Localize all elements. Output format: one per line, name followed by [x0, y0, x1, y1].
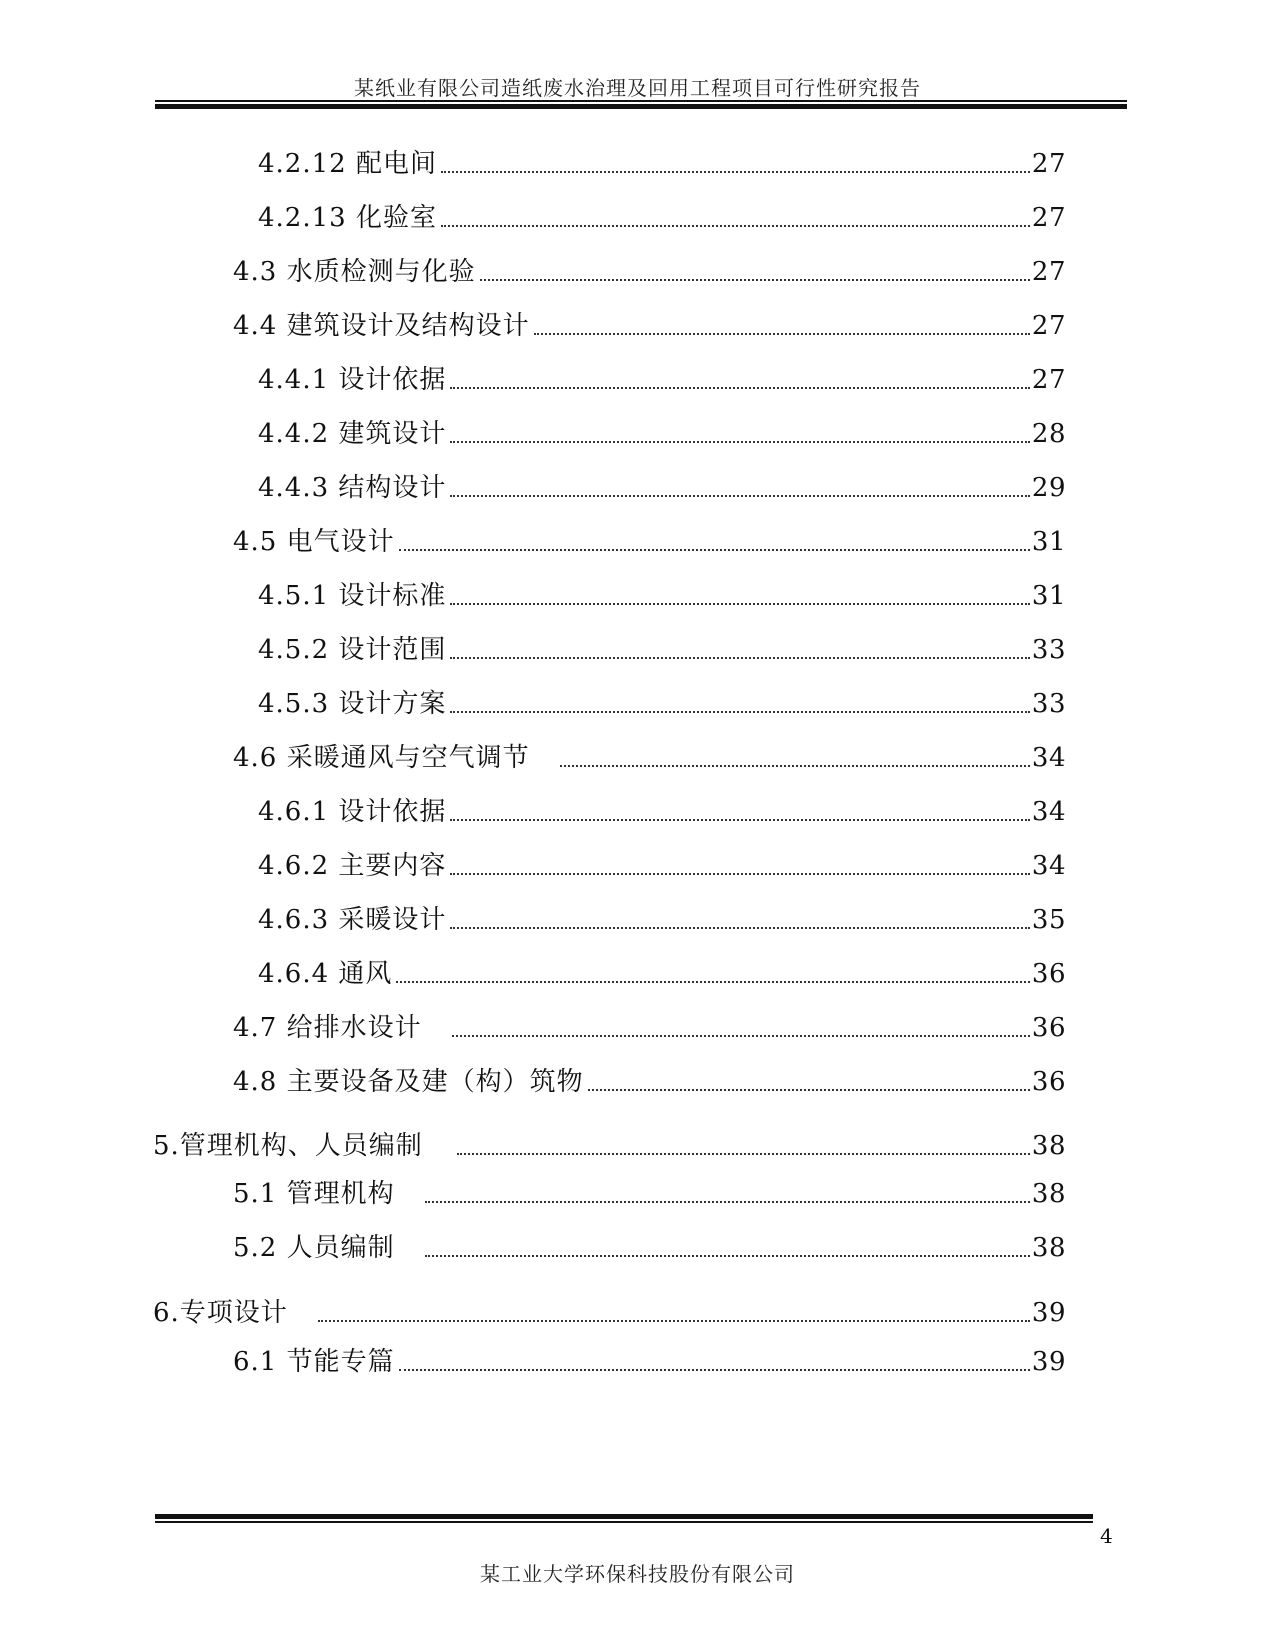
toc-entry[interactable]: [258, 688, 1066, 720]
toc-dot-leader: [452, 1025, 1030, 1037]
toc-entry-page: 39: [1031, 1298, 1066, 1328]
toc-entry-title: 5.1 管理机构: [233, 1179, 395, 1209]
toc-entry-page: 36: [1031, 1067, 1066, 1097]
toc-entry[interactable]: [233, 742, 1066, 774]
toc-entry-page: 27: [1031, 203, 1066, 233]
toc-dot-leader: [441, 215, 1030, 227]
toc-entry-title: 4.7 给排水设计: [233, 1013, 422, 1043]
toc-entry-title: 4.4.2 建筑设计: [258, 419, 447, 449]
toc-entry[interactable]: [258, 418, 1066, 450]
toc-dot-leader: [399, 1359, 1030, 1371]
toc-entry-page: 28: [1031, 419, 1066, 449]
footer-company: 某工业大学环保科技股份有限公司: [480, 1562, 795, 1586]
toc-entry-page: 31: [1031, 581, 1066, 611]
toc-entry[interactable]: [258, 364, 1066, 396]
toc-entry-page: 34: [1031, 743, 1066, 773]
toc-dot-leader: [560, 755, 1030, 767]
page-header-title: 某纸业有限公司造纸废水治理及回用工程项目可行性研究报告: [354, 76, 921, 100]
toc-dot-leader: [450, 593, 1029, 605]
toc-entry[interactable]: [258, 796, 1066, 828]
toc-entry-title: 4.2.12 配电间: [258, 149, 437, 179]
toc-entry[interactable]: [258, 634, 1066, 666]
toc-entry[interactable]: [258, 958, 1066, 990]
toc-entry-title: 4.6.3 采暖设计: [258, 905, 447, 935]
toc-entry[interactable]: [233, 1012, 1066, 1044]
toc-dot-leader: [450, 809, 1029, 821]
toc-entry-title: 5.2 人员编制: [233, 1233, 395, 1263]
toc-entry-page: 34: [1031, 797, 1066, 827]
toc-entry[interactable]: [258, 904, 1066, 936]
toc-dot-leader: [425, 1245, 1030, 1257]
toc-dot-leader: [450, 485, 1029, 497]
toc-entry[interactable]: [258, 580, 1066, 612]
toc-entry-page: 33: [1031, 635, 1066, 665]
toc-dot-leader: [441, 161, 1030, 173]
toc-entry-title: 4.3 水质检测与化验: [233, 257, 476, 287]
toc-entry[interactable]: [153, 1130, 1066, 1162]
toc-entry-title: 4.5.2 设计范围: [258, 635, 447, 665]
toc-entry-page: 29: [1031, 473, 1066, 503]
toc-entry-title: 4.5.3 设计方案: [258, 689, 447, 719]
toc-entry-title: 4.5.1 设计标准: [258, 581, 447, 611]
toc-entry-page: 38: [1031, 1233, 1066, 1263]
toc-entry-page: 38: [1031, 1179, 1066, 1209]
toc-dot-leader: [480, 269, 1030, 281]
toc-dot-leader: [318, 1310, 1030, 1322]
toc-entry-title: 4.4.3 结构设计: [258, 473, 447, 503]
toc-entry-title: 4.6 采暖通风与空气调节: [233, 743, 530, 773]
toc-entry[interactable]: [258, 202, 1066, 234]
toc-dot-leader: [450, 917, 1029, 929]
toc-entry-title: 4.6.4 通风: [258, 959, 393, 989]
toc-entry-title: 4.4.1 设计依据: [258, 365, 447, 395]
toc-dot-leader: [450, 647, 1029, 659]
toc-entry-page: 38: [1031, 1131, 1066, 1161]
toc-entry-title: 4.8 主要设备及建（构）筑物: [233, 1067, 584, 1097]
toc-entry-page: 27: [1031, 149, 1066, 179]
toc-entry-page: 34: [1031, 851, 1066, 881]
toc-entry-title: 6.专项设计: [153, 1298, 288, 1328]
toc-entry[interactable]: [233, 1232, 1066, 1264]
toc-entry[interactable]: [233, 1178, 1066, 1210]
footer-rule-thin: [155, 1521, 1093, 1523]
toc-entry-page: 39: [1031, 1347, 1066, 1377]
toc-dot-leader: [450, 431, 1029, 443]
toc-entry[interactable]: [233, 310, 1066, 342]
toc-entry-page: 36: [1031, 1013, 1066, 1043]
toc-dot-leader: [450, 377, 1029, 389]
toc-entry-page: 27: [1031, 257, 1066, 287]
toc-entry[interactable]: [233, 256, 1066, 288]
toc-entry-page: 27: [1031, 311, 1066, 341]
toc-entry[interactable]: [258, 850, 1066, 882]
toc-entry-title: 5.管理机构、人员编制: [153, 1131, 423, 1161]
toc-entry[interactable]: [233, 1066, 1066, 1098]
toc-dot-leader: [534, 323, 1030, 335]
toc-entry-title: 6.1 节能专篇: [233, 1347, 395, 1377]
toc-entry-title: 4.2.13 化验室: [258, 203, 437, 233]
toc-entry-page: 31: [1031, 527, 1066, 557]
toc-entry-page: 35: [1031, 905, 1066, 935]
toc-entry[interactable]: [258, 148, 1066, 180]
toc-entry-title: 4.5 电气设计: [233, 527, 395, 557]
toc-dot-leader: [425, 1191, 1030, 1203]
toc-dot-leader: [450, 863, 1029, 875]
toc-entry-page: 33: [1031, 689, 1066, 719]
toc-dot-leader: [399, 539, 1030, 551]
toc-entry[interactable]: [258, 472, 1066, 504]
toc-entry[interactable]: [153, 1297, 1066, 1329]
toc-entry-page: 36: [1031, 959, 1066, 989]
page-number: 4: [1100, 1524, 1113, 1548]
toc-entry[interactable]: [233, 526, 1066, 558]
toc-entry-title: 4.6.2 主要内容: [258, 851, 447, 881]
footer-rule-thick: [155, 1514, 1093, 1519]
toc-entry-page: 27: [1031, 365, 1066, 395]
toc-entry-title: 4.4 建筑设计及结构设计: [233, 311, 530, 341]
toc-entry[interactable]: [233, 1346, 1066, 1378]
toc-dot-leader: [457, 1143, 1030, 1155]
toc-dot-leader: [450, 701, 1029, 713]
toc-dot-leader: [588, 1079, 1030, 1091]
toc-dot-leader: [396, 971, 1029, 983]
toc-entry-title: 4.6.1 设计依据: [258, 797, 447, 827]
